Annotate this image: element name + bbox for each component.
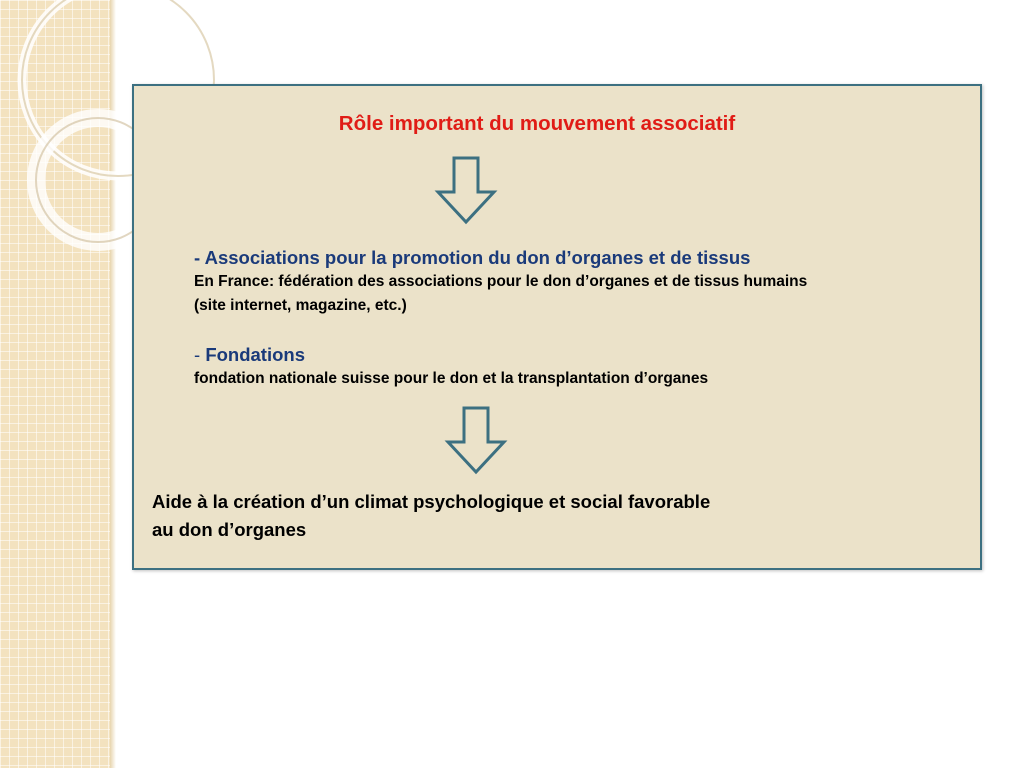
- slide-title: Rôle important du mouvement associatif: [338, 112, 736, 135]
- fondations-line-1: fondation nationale suisse pour le don et la transplantation d’organes: [194, 370, 709, 387]
- content-box: [132, 84, 982, 570]
- fondations-section: [194, 343, 708, 391]
- associations-heading: - Associations pour la promotion du don d’organes et de tissus: [194, 247, 751, 268]
- associations-line-1: En France: fédération des associations pour le don d’organes et de tissus humains: [194, 273, 808, 290]
- fondations-heading-row: [194, 343, 708, 367]
- associations-line-2: (site internet, magazine, etc.): [194, 297, 407, 314]
- down-arrow-icon: [444, 406, 508, 476]
- fondations-dash: -: [194, 344, 206, 365]
- conclusion: [152, 488, 710, 544]
- conclusion-line-2: au don d’organes: [152, 519, 307, 540]
- associations-section: [194, 246, 807, 318]
- conclusion-line-1: Aide à la création d’un climat psychologique et social favorable: [152, 491, 711, 512]
- down-arrow-icon: [434, 156, 498, 226]
- fondations-heading: Fondations: [205, 344, 305, 365]
